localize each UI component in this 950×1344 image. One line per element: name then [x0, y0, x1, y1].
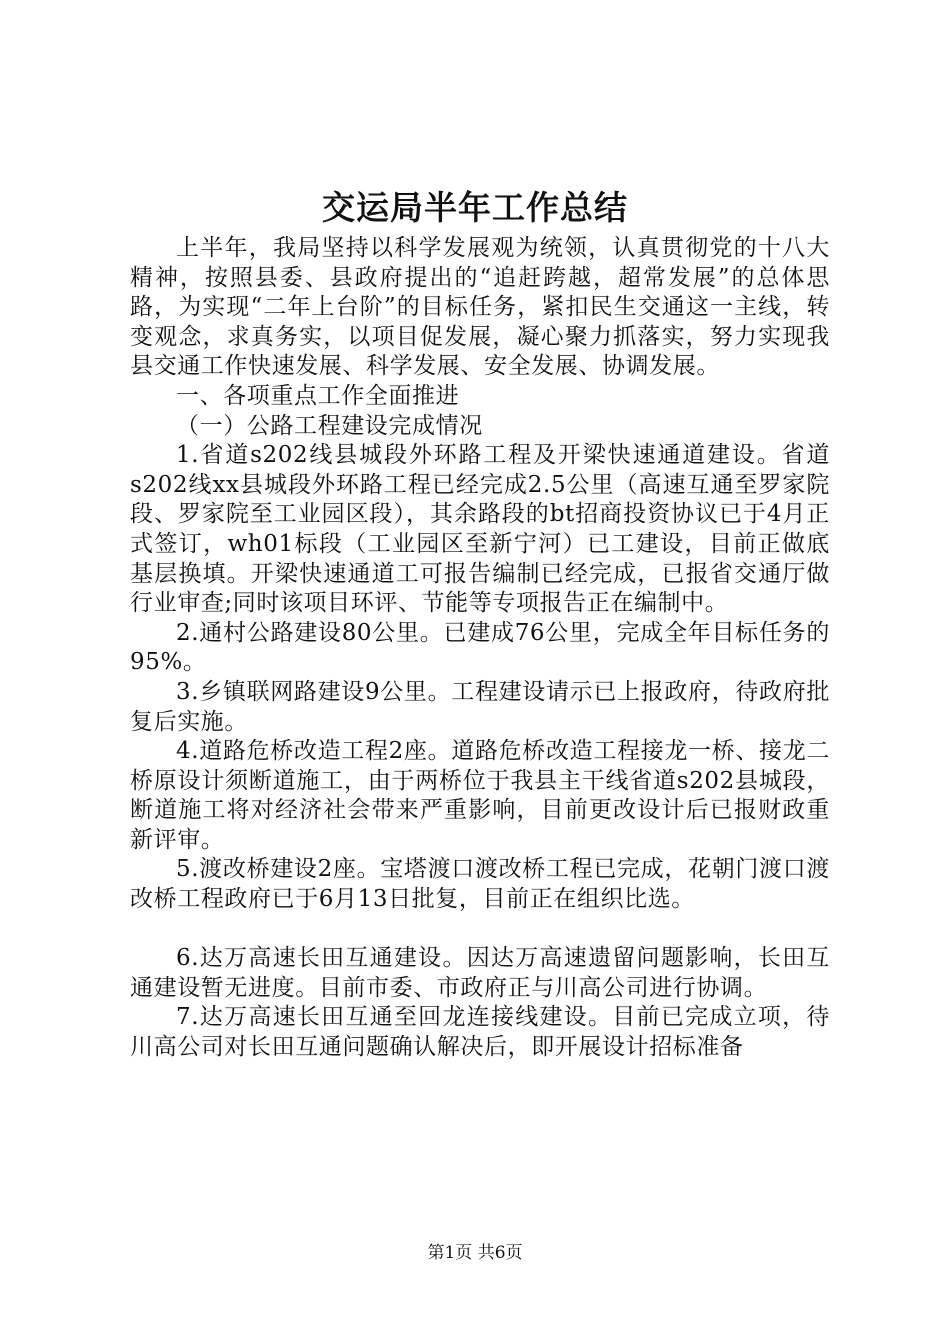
- list-item-5: 5.渡改桥建设2座。宝塔渡口渡改桥工程已完成，花朝门渡口渡改桥工程政府已于6月13日批复，目前正在组织比选。: [130, 856, 830, 913]
- section-heading: 一、各项重点工作全面推进: [176, 382, 460, 409]
- document-body: [130, 234, 830, 1063]
- list-item-7: 7.达万高速长田互通至回龙连接线建设。目前已完成立项，待川高公司对长田互通问题确认解决后，即开展设计招标准备: [130, 1004, 830, 1061]
- blank-line: [130, 915, 830, 945]
- list-item-6: 6.达万高速长田互通建设。因达万高速遗留问题影响，长田互通建设暂无进度。目前市委、市政府正与川高公司进行协调。: [130, 945, 830, 1001]
- paragraph-intro: 上半年，我局坚持以科学发展观为统领，认真贯彻党的十八大精神，按照县委、县政府提出的“追赶跨越，超常发展”的总体思路，为实现“二年上台阶”的目标任务，紧扣民生交通这一主线，转变观念，求真务实，以项目促发展，凝心聚力抓落实，努力实现我县交通工作快速发展、科学发展、安全发展、协调发展。: [130, 235, 830, 380]
- subsection-heading: （一）公路工程建设完成情况: [176, 412, 483, 439]
- document-title: 交运局半年工作总结: [322, 188, 628, 227]
- list-item-4: 4.道路危桥改造工程2座。道路危桥改造工程接龙一桥、接龙二桥原设计须断道施工，由于两桥位于我县主干线省道s202县城段，断道施工将对经济社会带来严重影响，目前更改设计后已报财政重新评审。: [130, 738, 830, 853]
- list-item-3: 3.乡镇联网路建设9公里。工程建设请示已上报政府，待政府批复后实施。: [130, 678, 830, 735]
- list-item-1: 1.省道s202线县城段外环路工程及开梁快速通道建设。省道s202线xx县城段外环路工程已经完成2.5公里（高速互通至罗家院段、罗家院至工业园区段），其余路段的bt招商投资协议已于4月正式签订，wh01标段（工业园区至新宁河）已工建设，目前正做底基层换填。开梁快速通道工可报告编制已经完成，已报省交通厅做行业审查;同时该项目环评、节能等专项报告正在编制中。: [130, 442, 830, 617]
- list-item-2: 2.通村公路建设80公里。已建成76公里，完成全年目标任务的95%。: [130, 619, 830, 676]
- page-footer: 第1页 共6页: [427, 1243, 523, 1263]
